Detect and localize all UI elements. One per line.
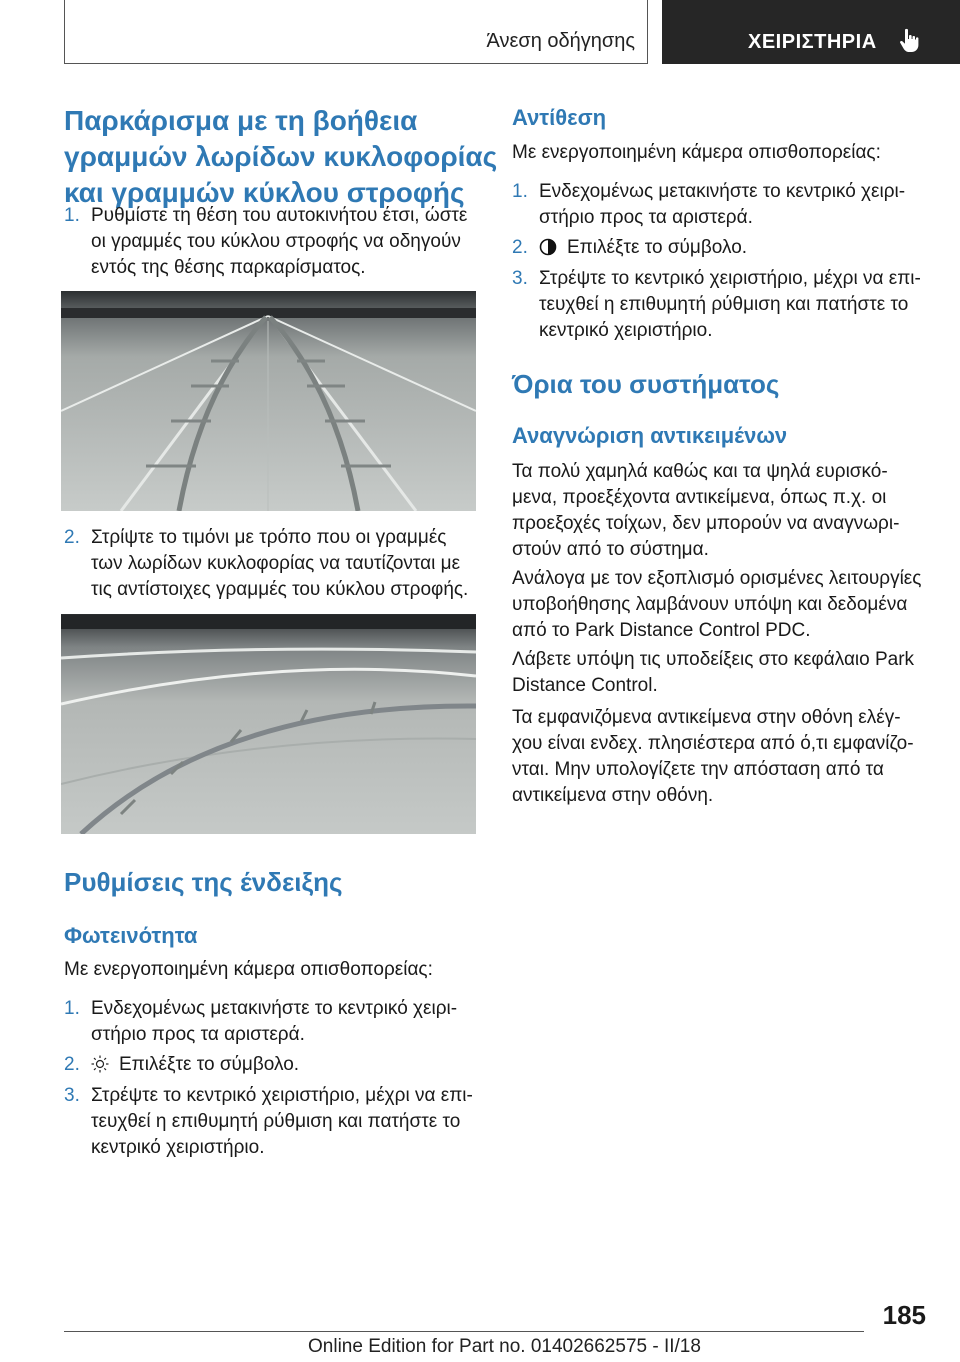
camera-view-image-2 <box>61 614 476 834</box>
step-text: στήριο προς τα αριστερά. <box>91 1024 305 1045</box>
step-text: των λωρίδων κυκλοφορίας να ταυτίζονται με <box>91 553 461 574</box>
paragraph-line: προεξοχές τοίχων, δεν μπορούν να αναγνωρι‐ <box>512 513 900 534</box>
parking-heading-line: και γραμμών κύκλου στροφής <box>64 177 465 208</box>
step-number: 1. <box>64 998 80 1019</box>
object-detection-heading: Αναγνώριση αντικειμένων <box>512 423 788 448</box>
paragraph-line: αντικείμενα στην οθόνη. <box>512 785 714 806</box>
paragraph-line: μενα, προεξέχοντα αντικείμενα, όπως π.χ. οι <box>512 487 887 508</box>
brightness-heading: Φωτεινότητα <box>64 923 198 948</box>
step-number: 2. <box>512 237 528 258</box>
step-text: Ενδεχομένως μετακινήστε το κεντρικό χειρι‐ <box>539 181 906 202</box>
section-title: Άνεση οδήγησης <box>486 30 635 52</box>
step-text: τις αντίστοιχες γραμμές του κύκλου στροφής. <box>91 579 469 600</box>
paragraph-line: χου είναι ενδεχ. πλησιέστερα από ό,τι εμφανίζο‐ <box>512 733 914 754</box>
display-settings-heading: Ρυθμίσεις της ένδειξης <box>64 867 343 897</box>
header-section-box <box>64 0 648 64</box>
parking-heading-line: γραμμών λωρίδων κυκλοφορίας <box>64 141 498 172</box>
step-text: Στρίψτε το τιμόνι με τρόπο που οι γραμμές <box>91 527 447 548</box>
contrast-heading: Αντίθεση <box>512 105 607 130</box>
paragraph-line: νται. Μην υπολογίζετε την απόσταση από τα <box>512 759 884 780</box>
step-text: οι γραμμές του κύκλου στροφής να οδηγούν <box>91 231 461 252</box>
hand-pointer-icon <box>896 26 924 54</box>
detection-paragraph-2 <box>512 566 942 644</box>
paragraph-line: Τα εμφανιζόμενα αντικείμενα στην οθόνη ελέγ‐ <box>512 707 901 728</box>
detection-paragraph-3 <box>512 647 942 699</box>
step-text: στήριο προς τα αριστερά. <box>539 207 753 228</box>
step-text: Ρυθμίστε τη θέση του αυτοκινήτου έτσι, ώστε <box>91 205 468 226</box>
step-text: κεντρικό χειριστήριο. <box>539 320 713 341</box>
contrast-intro: Με ενεργοποιημένη κάμερα οπισθοπορείας: <box>512 142 881 163</box>
detection-paragraph-4 <box>512 705 942 809</box>
step-number: 1. <box>64 205 80 226</box>
paragraph-line: στούν από το σύστημα. <box>512 539 709 560</box>
edition-footer: Online Edition for Part no. 01402662575 - II/18 <box>308 1336 701 1357</box>
step-text: Επιλέξτε το σύμβολο. <box>567 237 748 258</box>
paragraph-line: υποβοήθησης λαμβάνουν υπόψη και δεδομένα <box>512 594 908 615</box>
footer-divider <box>64 1331 864 1332</box>
brightness-intro: Με ενεργοποιημένη κάμερα οπισθοπορείας: <box>64 959 433 980</box>
step-number: 3. <box>64 1085 80 1106</box>
step-text: τευχθεί η επιθυμητή ρύθμιση και πατήστε το <box>91 1111 461 1132</box>
chapter-tab[interactable] <box>662 0 960 64</box>
step-number: 3. <box>512 268 528 289</box>
camera-view-image-1 <box>61 291 476 511</box>
detection-paragraph-1 <box>512 459 942 563</box>
step-text: εντός της θέσης παρκαρίσματος. <box>91 257 366 278</box>
step-number: 2. <box>64 1054 80 1075</box>
step-text: κεντρικό χειριστήριο. <box>91 1137 265 1158</box>
paragraph-line: Τα πολύ χαμηλά καθώς και τα ψηλά ευρισκό‐ <box>512 461 888 482</box>
system-limits-heading: Όρια του συστήματος <box>512 369 780 399</box>
paragraph-line: Distance Control. <box>512 675 658 696</box>
parking-heading-line: Παρκάρισμα με τη βοήθεια <box>64 105 418 136</box>
step-number: 1. <box>512 181 528 202</box>
step-text: Ενδεχομένως μετακινήστε το κεντρικό χειρι‐ <box>91 998 458 1019</box>
paragraph-line: Λάβετε υπόψη τις υποδείξεις στο κεφάλαιο Park <box>512 649 915 670</box>
paragraph-line: Ανάλογα με τον εξοπλισμό ορισμένες λειτουργίες <box>512 568 922 589</box>
chapter-tab-label: ΧΕΙΡΙΣΤΗΡΙΑ <box>748 31 877 53</box>
page-number: 185 <box>882 1300 926 1330</box>
step-number: 2. <box>64 527 80 548</box>
sun-brightness-icon <box>91 1055 109 1073</box>
paragraph-line: από το Park Distance Control PDC. <box>512 620 811 641</box>
step-text: Στρέψτε το κεντρικό χειριστήριο, μέχρι να επι‐ <box>91 1085 473 1106</box>
step-text: τευχθεί η επιθυμητή ρύθμιση και πατήστε το <box>539 294 909 315</box>
step-text: Στρέψτε το κεντρικό χειριστήριο, μέχρι να επι‐ <box>539 268 921 289</box>
parking-heading <box>64 103 497 211</box>
contrast-icon <box>539 238 557 256</box>
step-text: Επιλέξτε το σύμβολο. <box>119 1054 300 1075</box>
